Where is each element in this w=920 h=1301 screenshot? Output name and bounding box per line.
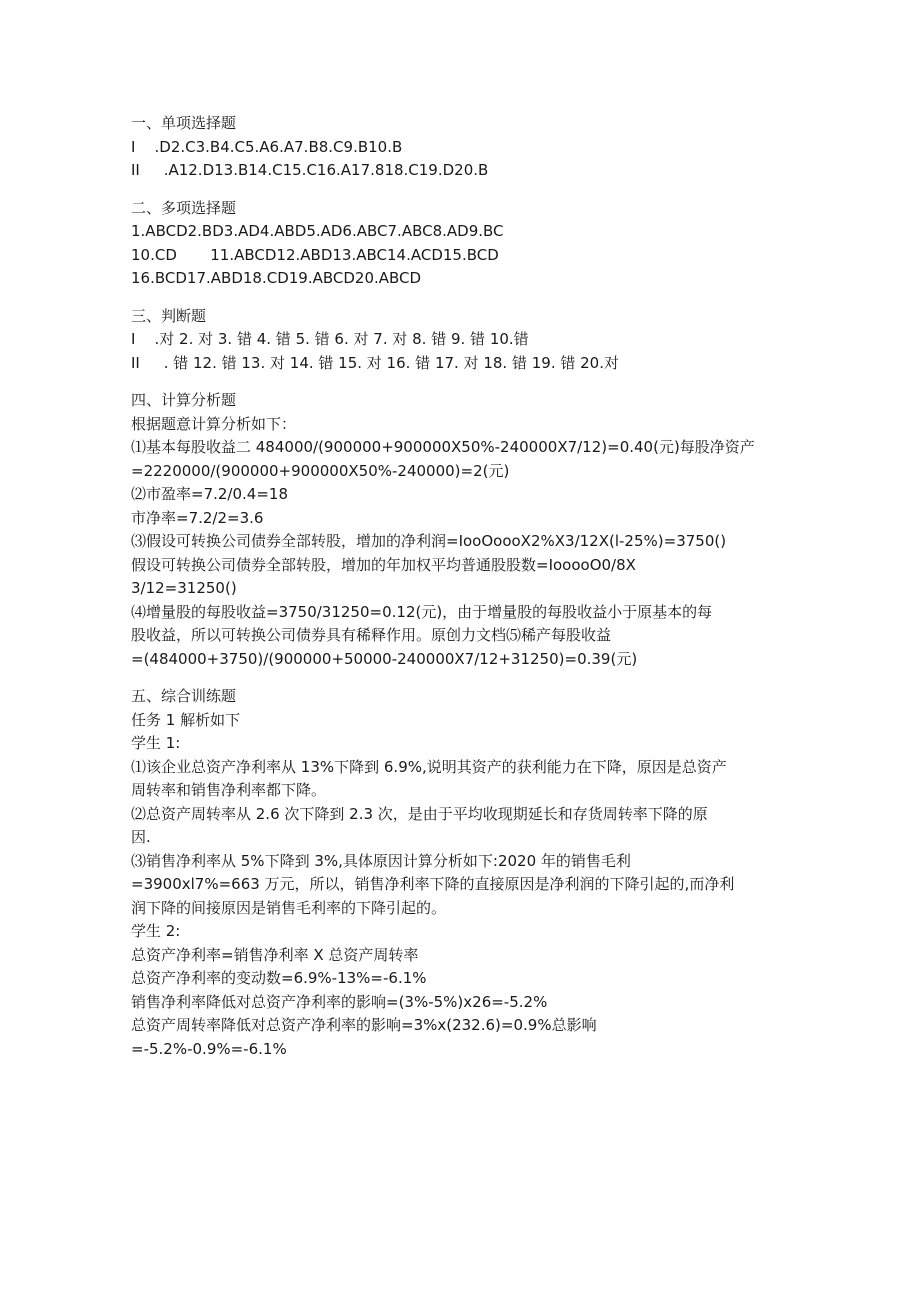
text-line: =-5.2%-0.9%=-6.1% xyxy=(131,1039,287,1058)
text-line: 市净率=7.2/2=3.6 xyxy=(131,508,264,527)
text-line: 根据题意计算分析如下： xyxy=(131,414,297,433)
text-line: 假设可转换公司债券全部转股，增加的年加权平均普通股股数=IooooO0/8X xyxy=(131,555,636,574)
text-line: 3/12=31250() xyxy=(131,579,237,597)
text-line: II .A12.D13.B14.C15.C16.A17.818.C19.D20.B xyxy=(131,161,489,179)
text-line: 1.ABCD2.BD3.AD4.ABD5.AD6.ABC7.ABC8.AD9.BC xyxy=(131,222,504,240)
text-line: 股收益，所以可转换公司债券具有稀释作用。原创力文档⑸稀产每股收益 xyxy=(131,626,612,644)
text-line: I .对 2. 对 3. 错 4. 错 5. 错 6. 对 7. 对 8. 错 9. 错 10.错 xyxy=(131,330,529,348)
text-line: 16.BCD17.ABD18.CD19.ABCD20.ABCD xyxy=(131,269,422,287)
text-line: ⑶销售净利率从 5%下降到 3%,具体原因计算分析如下:2020 年的销售毛利 xyxy=(131,851,631,870)
text-line: 10.CD 11.ABCD12.ABD13.ABC14.ACD15.BCD xyxy=(131,245,499,264)
text-line: 学生 1: xyxy=(131,734,181,752)
section-2 xyxy=(131,197,801,291)
text-line: II . 错 12. 错 13. 对 14. 错 15. 对 16. 错 17. 对 18. 错 19. 错 20.对 xyxy=(131,353,619,372)
text-line: ⑴基本每股收益二 484000/(900000+900000X50%-240000X7/12)=0.40(元)每股净资产 xyxy=(131,438,755,456)
text-line: 总资产净利率=销售净利率 X 总资产周转率 xyxy=(131,945,419,964)
section-5 xyxy=(131,685,801,1061)
text-line: 任务 1 解析如下 xyxy=(131,710,241,729)
section-1 xyxy=(131,112,801,183)
text-line: 润下降的间接原因是销售毛利率的下降引起的。 xyxy=(131,898,447,917)
text-line: =3900xl7%=663 万元，所以，销售净利率下降的直接原因是净利润的下降引起的,而净利 xyxy=(131,875,735,893)
text-line: ⑵总资产周转率从 2.6 次下降到 2.3 次，是由于平均收现期延长和存货周转率下降的原 xyxy=(131,804,708,823)
section-3 xyxy=(131,305,801,376)
section-4 xyxy=(131,389,801,671)
section-heading: 二、多项选择题 xyxy=(131,198,237,217)
text-line: ⑵市盈率=7.2/0.4=18 xyxy=(131,485,288,503)
text-line: ⑶假设可转换公司债券全部转股，增加的净利润=IooOoooX2%X3/12X(l-25%)=3750() xyxy=(131,532,727,550)
text-line: 因. xyxy=(131,828,151,846)
text-line: 销售净利率降低对总资产净利率的影响=(3%-5%)x26=-5.2% xyxy=(131,992,548,1011)
section-heading: 五、综合训练题 xyxy=(131,687,237,705)
text-line: ⑴该企业总资产净利率从 13%下降到 6.9%,说明其资产的获利能力在下降，原因是总资产 xyxy=(131,757,727,776)
section-heading: 一、单项选择题 xyxy=(131,114,237,132)
text-line: 总资产周转率降低对总资产净利率的影响=3%x(232.6)=0.9%总影响 xyxy=(131,1016,597,1034)
section-heading: 四、计算分析题 xyxy=(131,391,237,409)
text-line: =(484000+3750)/(900000+50000-240000X7/12+31250)=0.39(元) xyxy=(131,649,638,668)
section-heading: 三、判断题 xyxy=(131,306,207,325)
text-line: ⑷增量股的每股收益=3750/31250=0.12(元)，由于增量股的每股收益小于原基本的每 xyxy=(131,602,713,621)
text-line: I .D2.C3.B4.C5.A6.A7.B8.C9.B10.B xyxy=(131,137,403,156)
text-line: 总资产净利率的变动数=6.9%-13%=-6.1% xyxy=(131,969,427,987)
text-line: 周转率和销售净利率都下降。 xyxy=(131,781,327,799)
text-line: 学生 2: xyxy=(131,922,181,940)
text-line: =2220000/(900000+900000X50%-240000)=2(元) xyxy=(131,461,510,480)
document-body xyxy=(131,112,801,1075)
